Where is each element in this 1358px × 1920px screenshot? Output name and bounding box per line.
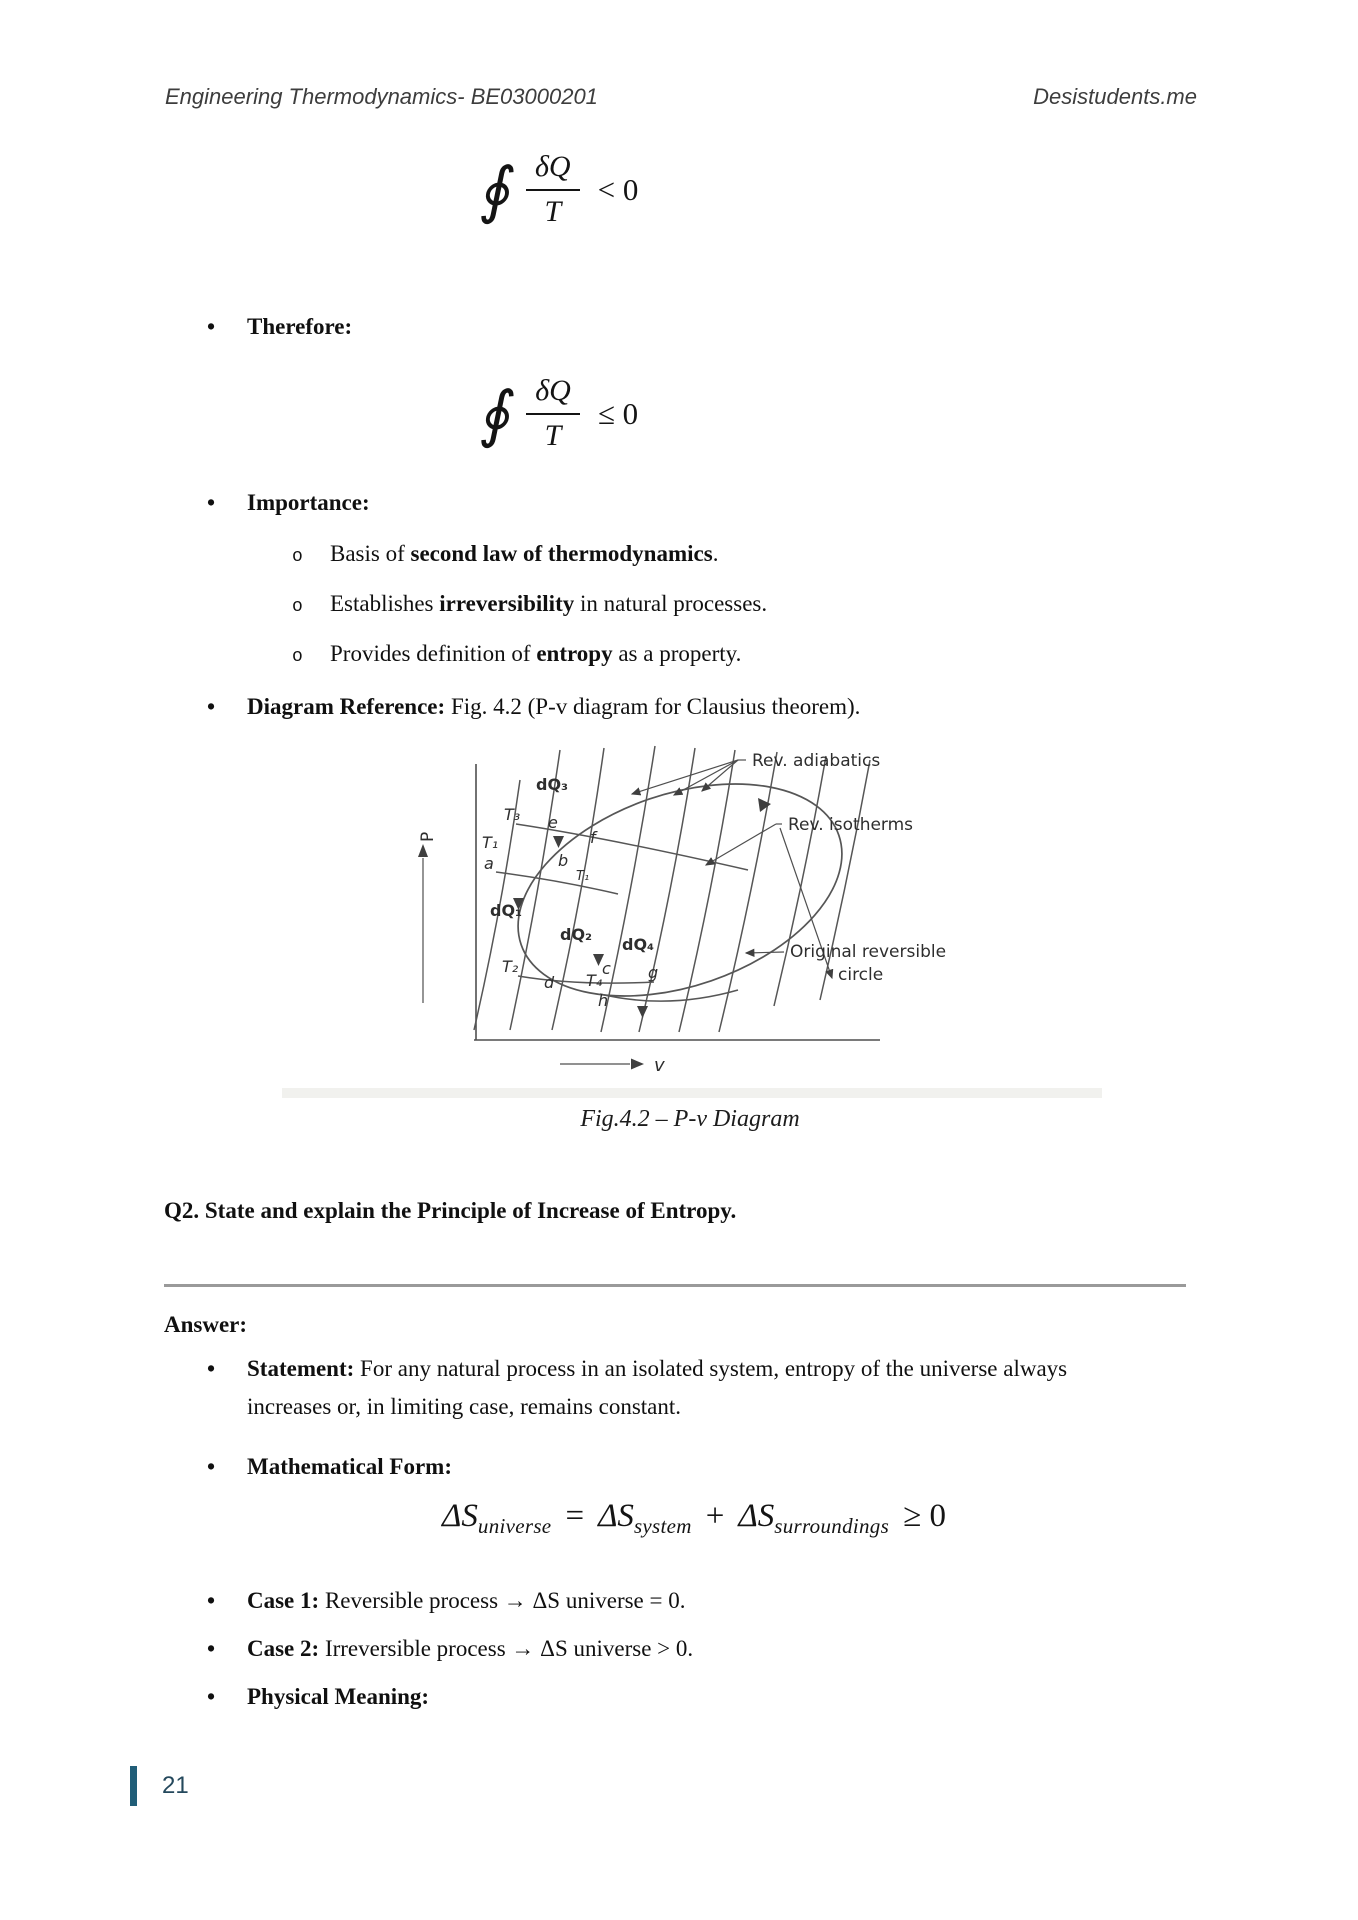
point-b: b	[558, 851, 569, 870]
bullet-importance	[207, 484, 370, 522]
pv-diagram-figure	[408, 738, 1030, 1086]
sub-bullet-marker: o	[292, 647, 303, 667]
heat-labels	[490, 775, 654, 954]
point-a: a	[484, 854, 494, 873]
bullet-marker: •	[207, 1454, 216, 1479]
relation-less-equal-zero: ≤ 0	[597, 395, 639, 431]
adiabatics-callout-label: Rev. adiabatics	[752, 751, 881, 771]
p-axis-label: P	[418, 831, 438, 842]
figure-caption: Fig.4.2 – P-v Diagram	[580, 1106, 800, 1132]
point-e: e	[548, 813, 558, 832]
therefore-label: Therefore:	[247, 314, 353, 339]
bullet-marker: •	[207, 694, 216, 719]
formula-entropy-principle	[164, 1498, 1224, 1538]
point-d: d	[544, 973, 555, 992]
label-T2: T₂	[502, 957, 519, 976]
point-g: g	[648, 963, 659, 982]
bullet-diagram-reference: • Diagram Reference: Fig. 4.2 (P-v diagram for Clausius theorem).	[207, 688, 860, 726]
fraction-dq-over-t: $\frac{\delta Q}{T}$	[526, 150, 580, 229]
label-dQ2: dQ₂	[560, 925, 593, 944]
formula-clausius-equal	[0, 374, 1120, 453]
formula-clausius-strict	[0, 150, 1120, 229]
bullet-physical-meaning	[207, 1678, 429, 1716]
horizontal-divider	[164, 1284, 1186, 1287]
circle-callout-line2: circle	[838, 965, 884, 985]
label-T4: T₄	[586, 971, 603, 990]
label-dQ1: dQ₁	[490, 901, 523, 920]
fraction-dq-over-t: $\frac{\delta Q}{T}$	[526, 374, 580, 453]
term-delta-s-system: $\Delta S_{system}$	[598, 1498, 692, 1538]
label-dQ3: dQ₃	[536, 775, 569, 794]
sub-bullet-irreversibility: o Establishes irreversibility in natural processes.	[292, 588, 767, 623]
sub-bullet-second-law: o Basis of second law of thermodynamics.	[292, 538, 718, 573]
contour-integral-symbol: ∮	[475, 152, 520, 226]
bullet-marker: •	[207, 1684, 216, 1709]
point-h: h	[598, 991, 609, 1010]
header-course-title: Engineering Thermodynamics- BE03000201	[165, 84, 598, 109]
bullet-marker: •	[207, 1356, 216, 1381]
v-axis-arrowhead	[631, 1059, 644, 1070]
sub-bullet-entropy: o Provides definition of entropy as a property.	[292, 638, 741, 673]
p-axis-arrowhead	[418, 844, 428, 857]
bullet-case1: • Case 1: Reversible process → ΔS universe = 0.	[207, 1582, 686, 1620]
bullet-mathematical-form	[207, 1448, 452, 1486]
bullet-case2: • Case 2: Irreversible process → ΔS universe > 0.	[207, 1630, 693, 1668]
point-f: f	[590, 828, 596, 847]
circle-callout-line1: Original reversible	[790, 942, 947, 962]
physical-meaning-label: Physical Meaning:	[247, 1684, 430, 1709]
relation-less-than-zero: < 0	[597, 171, 639, 207]
label-T1: T₁	[482, 833, 499, 852]
bullet-marker: •	[207, 490, 216, 515]
plus-sign: +	[705, 1498, 725, 1534]
contour-integral-symbol: ∮	[476, 376, 521, 450]
term-delta-s-universe: $\Delta S_{universe}$	[442, 1498, 552, 1538]
page-header	[165, 84, 1197, 110]
label-T1-small: T₁	[576, 869, 590, 884]
temperature-labels	[482, 805, 603, 990]
relation-greater-equal-zero: ≥ 0	[903, 1498, 946, 1534]
bullet-marker: •	[207, 1588, 216, 1613]
sub-bullet-marker: o	[292, 597, 303, 617]
bullet-therefore	[207, 308, 352, 346]
header-site-name: Desistudents.me	[1033, 84, 1197, 109]
v-axis-label: v	[654, 1055, 665, 1076]
scan-artifact-band	[282, 1088, 1102, 1098]
equals-sign: =	[565, 1498, 585, 1534]
pv-diagram-svg	[408, 738, 1030, 1086]
answer-label: Answer:	[164, 1312, 248, 1337]
math-form-label: Mathematical Form:	[247, 1454, 453, 1479]
page-number: 21	[162, 1772, 189, 1799]
adiabatic-lines	[474, 746, 870, 1032]
term-delta-s-surroundings: $\Delta S_{surroundings}$	[738, 1498, 890, 1538]
page-number-accent-bar	[130, 1766, 137, 1806]
question2-title: Q2. State and explain the Principle of Increase of Entropy.	[164, 1198, 737, 1223]
callout-adiabatics	[632, 751, 880, 795]
sub-bullet-marker: o	[292, 547, 303, 567]
label-T3: T₃	[504, 805, 521, 824]
isotherm-T1	[496, 872, 618, 894]
importance-label: Importance:	[247, 490, 370, 515]
bullet-marker: •	[207, 1636, 216, 1661]
bullet-marker: •	[207, 314, 216, 339]
isotherms-callout-label: Rev. isotherms	[788, 815, 914, 835]
label-dQ4: dQ₄	[622, 935, 655, 954]
bullet-statement: • Statement: For any natural process in an isolated system, entropy of the universe always increases or, in limiting case, remains constant.	[207, 1350, 1139, 1426]
point-c: c	[602, 959, 611, 978]
